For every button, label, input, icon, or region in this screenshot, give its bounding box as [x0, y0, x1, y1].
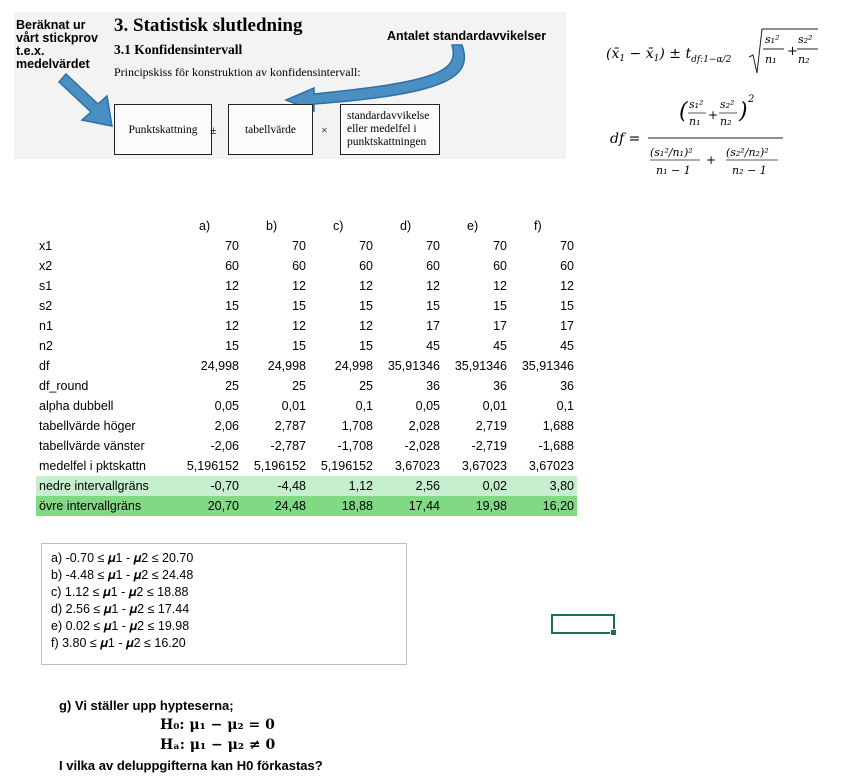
row-label-cell[interactable]: x1 [39, 239, 53, 253]
value-cell[interactable]: 5,196152 [253, 459, 306, 473]
value-cell[interactable]: 17,44 [376, 496, 443, 516]
value-cell[interactable]: 24,998 [200, 359, 239, 373]
value-cell[interactable]: 36 [493, 379, 507, 393]
svg-text:s₂²: s₂² [720, 98, 735, 111]
value-cell[interactable]: 0,05 [415, 399, 440, 413]
value-cell[interactable]: 19,98 [443, 496, 510, 516]
value-cell[interactable]: 45 [426, 339, 440, 353]
svg-text:(s₁²/n₁)²: (s₁²/n₁)² [650, 146, 693, 159]
value-cell[interactable]: 0,1 [556, 399, 574, 413]
value-cell[interactable]: 3,67023 [528, 459, 574, 473]
column-header[interactable]: f) [534, 219, 542, 233]
value-cell[interactable]: 12 [426, 279, 440, 293]
table-row [36, 236, 577, 256]
row-label-cell[interactable]: nedre intervallgräns [36, 476, 175, 496]
table-row [36, 376, 577, 396]
value-cell[interactable]: 60 [426, 259, 440, 273]
answer-d: d) 2.56 ≤ 𝝁1 - 𝝁2 ≤ 17.44 [51, 602, 190, 616]
column-header[interactable]: d) [400, 219, 412, 233]
value-cell[interactable]: 24,48 [242, 496, 309, 516]
value-cell[interactable]: 0,1 [355, 399, 373, 413]
value-cell[interactable]: 0,01 [281, 399, 306, 413]
value-cell[interactable]: 60 [359, 259, 373, 273]
row-label-cell[interactable]: df [39, 359, 50, 373]
column-header[interactable]: e) [467, 219, 479, 233]
degrees-of-freedom-formula [608, 92, 788, 182]
alternative-hypothesis: Hₐ: μ₁ − μ₂ ≠ 0 [160, 737, 276, 753]
table-row [36, 316, 577, 336]
value-cell[interactable]: 70 [225, 239, 239, 253]
table-row [36, 476, 577, 496]
box-table-value: tabellvärde [228, 104, 313, 155]
value-cell[interactable]: 12 [493, 279, 507, 293]
answer-a: a) -0.70 ≤ 𝝁1 - 𝝁2 ≤ 20.70 [51, 551, 194, 565]
column-header[interactable]: c) [333, 219, 344, 233]
svg-text:+: + [787, 44, 798, 59]
value-cell[interactable]: 15 [359, 299, 373, 313]
value-cell[interactable]: 15 [493, 299, 507, 313]
value-cell[interactable]: 1,12 [309, 476, 376, 496]
value-cell[interactable]: -0,70 [175, 476, 242, 496]
svg-text:(: ( [679, 99, 688, 124]
row-label-cell[interactable]: df_round [39, 379, 89, 393]
value-cell[interactable]: 18,88 [309, 496, 376, 516]
value-cell[interactable]: 60 [225, 259, 239, 273]
svg-text:(x̄1 − x̄1) ± tdf:1−α/2: ($x̄_1$ − $x̄_1) \pm t_{df:1-\alpha/2}$ [606, 46, 732, 65]
null-hypothesis: H₀: μ₁ − μ₂ = 0 [160, 717, 275, 733]
value-cell[interactable]: 3,67023 [394, 459, 440, 473]
answer-f: f) 3.80 ≤ 𝝁1 - 𝝁2 ≤ 16.20 [51, 636, 186, 650]
value-cell[interactable]: 12 [225, 319, 239, 333]
value-cell[interactable]: 60 [560, 259, 574, 273]
value-cell[interactable]: 36 [560, 379, 574, 393]
answers-text-box[interactable] [41, 543, 407, 665]
row-label-cell[interactable]: s2 [39, 299, 53, 313]
table-corner-cell[interactable] [36, 216, 175, 236]
svg-text:2: 2 [748, 94, 755, 105]
value-cell[interactable]: 35,91346 [387, 359, 440, 373]
value-cell[interactable]: 70 [493, 239, 507, 253]
value-cell[interactable]: 0,01 [482, 399, 507, 413]
value-cell[interactable]: 15 [225, 299, 239, 313]
value-cell[interactable]: 24,998 [267, 359, 306, 373]
column-header[interactable]: b) [266, 219, 278, 233]
value-cell[interactable]: -2,028 [404, 439, 440, 453]
value-cell[interactable]: 60 [493, 259, 507, 273]
value-cell[interactable]: 2,56 [376, 476, 443, 496]
value-cell[interactable]: -2,787 [270, 439, 306, 453]
svg-text:+: + [708, 108, 719, 122]
value-cell[interactable]: 12 [359, 319, 373, 333]
value-cell[interactable]: 3,67023 [461, 459, 507, 473]
plus-minus-operator: ± [210, 123, 217, 137]
table-row [36, 296, 577, 316]
value-cell[interactable]: 5,196152 [320, 459, 373, 473]
value-cell[interactable]: 2,06 [214, 419, 239, 433]
answer-b: b) -4.48 ≤ 𝝁1 - 𝝁2 ≤ 24.48 [51, 568, 194, 582]
row-label-cell[interactable]: x2 [39, 259, 53, 273]
answer-e: e) 0.02 ≤ 𝝁1 - 𝝁2 ≤ 19.98 [51, 619, 190, 633]
selected-cell[interactable] [551, 614, 615, 634]
row-label-cell[interactable]: medelfel i pktskattn [39, 459, 146, 473]
table-row [36, 396, 577, 416]
value-cell[interactable]: -1,688 [538, 439, 574, 453]
value-cell[interactable]: -1,708 [337, 439, 373, 453]
value-cell[interactable]: 15 [426, 299, 440, 313]
row-label-cell[interactable]: tabellvärde vänster [39, 439, 145, 453]
value-cell[interactable]: 15 [359, 339, 373, 353]
svg-text:s₂²: s₂² [798, 33, 813, 46]
value-cell[interactable]: 12 [292, 279, 306, 293]
svg-text:s₁²: s₁² [765, 33, 780, 46]
svg-text:n₁: n₁ [765, 53, 777, 66]
value-cell[interactable]: 45 [560, 339, 574, 353]
value-cell[interactable]: 60 [292, 259, 306, 273]
value-cell[interactable]: 2,787 [274, 419, 306, 433]
spreadsheet-table [36, 216, 577, 516]
svg-text:n₂: n₂ [798, 53, 810, 66]
value-cell[interactable]: 15 [292, 299, 306, 313]
table-row [36, 256, 577, 276]
table-row [36, 436, 577, 456]
question-intro: g) Vi ställer upp hypteserna; [59, 698, 234, 713]
book-subsection-title: 3.1 Konfidensintervall [114, 42, 243, 57]
answer-c: c) 1.12 ≤ 𝝁1 - 𝝁2 ≤ 18.88 [51, 585, 189, 599]
times-operator: × [321, 123, 328, 137]
svg-text:n₁ − 1: n₁ − 1 [656, 164, 691, 177]
value-cell[interactable]: 12 [292, 319, 306, 333]
table-row [36, 276, 577, 296]
table-header-row [36, 216, 577, 236]
svg-text:n₂: n₂ [720, 115, 732, 128]
value-cell[interactable]: 15 [292, 339, 306, 353]
value-cell[interactable]: 5,196152 [186, 459, 239, 473]
column-header[interactable]: a) [199, 219, 211, 233]
row-label-cell[interactable]: s1 [39, 279, 53, 293]
table-row [36, 456, 577, 476]
box-point-estimate: Punktskattning [114, 104, 212, 155]
value-cell[interactable]: 36 [426, 379, 440, 393]
value-cell[interactable]: 35,91346 [521, 359, 574, 373]
value-cell[interactable]: 25 [359, 379, 373, 393]
table-row [36, 336, 577, 356]
table-row [36, 496, 577, 516]
value-cell[interactable]: 20,70 [175, 496, 242, 516]
value-cell[interactable]: 12 [560, 279, 574, 293]
value-cell[interactable]: 25 [292, 379, 306, 393]
arrow-left-icon [59, 74, 112, 126]
svg-text:n₁: n₁ [689, 115, 701, 128]
value-cell[interactable]: 2,028 [408, 419, 440, 433]
svg-text:+: + [706, 153, 717, 167]
value-cell[interactable]: 70 [560, 239, 574, 253]
value-cell[interactable]: 17 [493, 319, 507, 333]
table-row [36, 356, 577, 376]
book-description: Principskiss för konstruktion av konfidensintervall: [114, 65, 361, 79]
value-cell[interactable]: 3,80 [510, 476, 577, 496]
row-label-cell[interactable]: n1 [39, 319, 53, 333]
svg-text:s₁²: s₁² [689, 98, 704, 111]
row-label-cell[interactable]: övre intervallgräns [36, 496, 175, 516]
row-label-cell[interactable]: n2 [39, 339, 53, 353]
value-cell[interactable]: 1,688 [542, 419, 574, 433]
value-cell[interactable]: 17 [560, 319, 574, 333]
svg-text:): ) [739, 99, 748, 124]
textbook-excerpt-image [14, 12, 566, 159]
value-cell[interactable]: 17 [426, 319, 440, 333]
value-cell[interactable]: 70 [359, 239, 373, 253]
value-cell[interactable]: 70 [426, 239, 440, 253]
svg-text:(s₂²/n₂)²: (s₂²/n₂)² [726, 146, 769, 159]
row-label-cell[interactable]: tabellvärde höger [39, 419, 136, 433]
fill-handle[interactable] [610, 629, 617, 636]
value-cell[interactable]: -2,06 [210, 439, 239, 453]
value-cell[interactable]: -4,48 [242, 476, 309, 496]
svg-text:n₂ − 1: n₂ − 1 [732, 164, 767, 177]
value-cell[interactable]: -2,719 [471, 439, 507, 453]
row-label-cell[interactable]: alpha dubbell [39, 399, 114, 413]
value-cell[interactable]: 0,05 [214, 399, 239, 413]
confidence-interval-formula [606, 23, 821, 78]
annotation-standard-deviations: Antalet standardavvikelser [387, 29, 547, 43]
value-cell[interactable]: 45 [493, 339, 507, 353]
value-cell[interactable]: 0,02 [443, 476, 510, 496]
value-cell[interactable]: 2,719 [475, 419, 507, 433]
value-cell[interactable]: 35,91346 [454, 359, 507, 373]
value-cell[interactable]: 1,708 [341, 419, 373, 433]
value-cell[interactable]: 25 [225, 379, 239, 393]
value-cell[interactable]: 12 [359, 279, 373, 293]
value-cell[interactable]: 24,998 [334, 359, 373, 373]
annotation-point-estimate: Beräknat ur vårt stickprov t.e.x. medelvärdet [16, 18, 98, 71]
value-cell[interactable]: 16,20 [510, 496, 577, 516]
svg-text:df =: df = [610, 131, 641, 147]
box-standard-error: standardavvikelse eller medelfel i punktskattningen [340, 104, 440, 155]
value-cell[interactable]: 15 [225, 339, 239, 353]
value-cell[interactable]: 15 [560, 299, 574, 313]
question-ask: I vilka av deluppgifterna kan H0 förkastas? [59, 758, 323, 773]
book-section-title: 3. Statistisk slutledning [114, 15, 303, 36]
table-row [36, 416, 577, 436]
value-cell[interactable]: 12 [225, 279, 239, 293]
value-cell[interactable]: 70 [292, 239, 306, 253]
